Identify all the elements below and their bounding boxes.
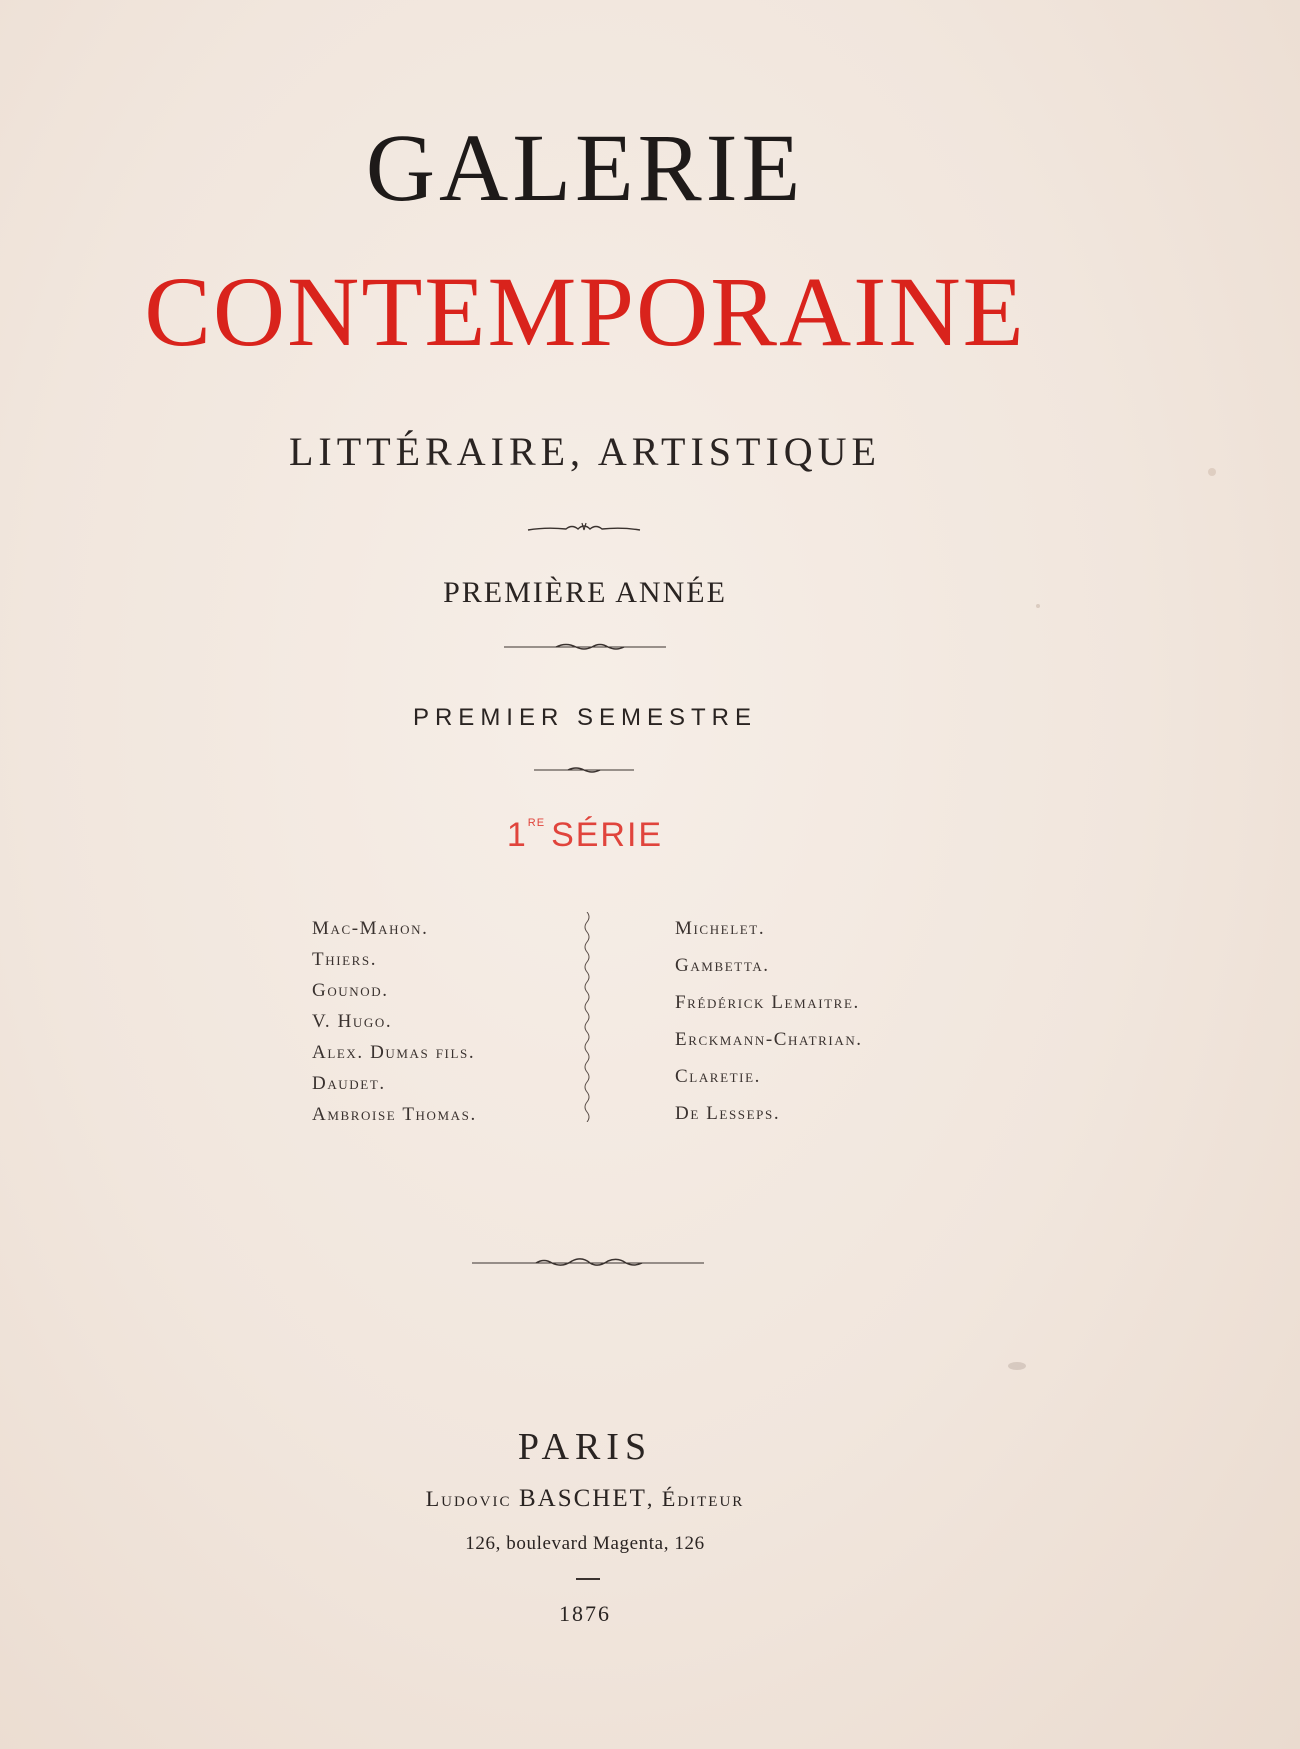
contents-item: Michelet. [675, 918, 766, 939]
contents-item: Erckmann-Chatrian. [675, 1029, 863, 1050]
contents-item: Daudet. [312, 1073, 386, 1094]
contents-item: Claretie. [675, 1066, 761, 1087]
imprint-year: 1876 [559, 1601, 611, 1626]
contents-item: Frédérick Lemaitre. [675, 992, 860, 1013]
contents-item: Mac-Mahon. [312, 918, 429, 939]
contents-item: V. Hugo. [312, 1011, 393, 1032]
foxing-spot [1008, 1362, 1026, 1370]
ornament-1 [526, 520, 642, 536]
imprint-city: PARIS [517, 1426, 653, 1468]
subtitle: LITTÉRAIRE, ARTISTIQUE [289, 429, 881, 474]
imprint-publisher: Ludovic BASCHET, Éditeur [425, 1485, 745, 1512]
series-label: SÉRIE [551, 816, 664, 854]
contents-item: De Lesseps. [675, 1103, 781, 1124]
contents-item: Ambroise Thomas. [312, 1104, 477, 1125]
column-divider [582, 912, 592, 1122]
publisher-name: BASCHET [518, 1485, 647, 1512]
series-heading [0, 818, 1170, 852]
series-number: 1 [506, 816, 528, 854]
ornament-4 [472, 1254, 704, 1270]
publisher-role: Éditeur [661, 1486, 745, 1511]
contents-item: Gambetta. [675, 955, 770, 976]
semester-label: PREMIER SEMESTRE [412, 704, 758, 731]
title-line-1: GALERIE [365, 114, 805, 221]
imprint-address: 126, boulevard Magenta, 126 [465, 1533, 705, 1554]
contents-left-column [312, 913, 477, 1130]
year-label: PREMIÈRE ANNÉE [443, 576, 727, 609]
contents-right-column [675, 910, 863, 1132]
publisher-first-name: Ludovic [425, 1486, 512, 1511]
title-line-2: CONTEMPORAINE [144, 256, 1026, 367]
foxing-spot [1036, 604, 1040, 608]
foxing-spot [1208, 468, 1216, 476]
contents-item: Gounod. [312, 980, 389, 1001]
series-suffix: RE [527, 817, 546, 829]
ornament-2 [504, 640, 666, 652]
ornament-3 [534, 764, 634, 776]
contents-item: Alex. Dumas fils. [312, 1042, 476, 1063]
imprint-dash [576, 1578, 600, 1580]
contents-item: Thiers. [312, 949, 378, 970]
